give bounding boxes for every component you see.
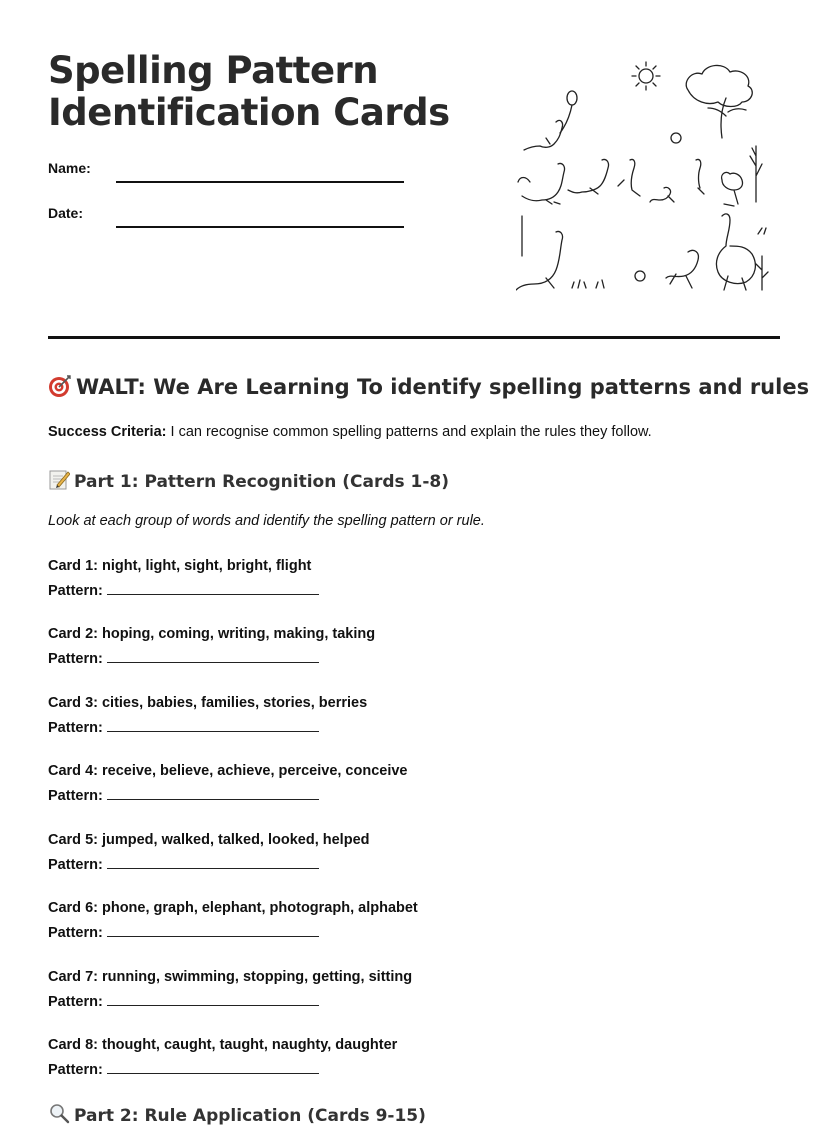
card-words: Card 6: phone, graph, elephant, photograph, alphabet (48, 900, 418, 916)
page-title (48, 50, 468, 134)
pattern-label: Pattern: (48, 651, 103, 667)
pattern-label: Pattern: (48, 925, 103, 941)
walt-text: WALT: We Are Learning To identify spelling patterns and rules (76, 375, 810, 399)
date-field (48, 205, 408, 235)
pattern-label: Pattern: (48, 994, 103, 1010)
success-criteria (48, 424, 780, 440)
criteria-label: Success Criteria: (48, 424, 167, 440)
date-label: Date: (48, 205, 84, 221)
pattern-answer-line[interactable] (107, 648, 319, 663)
card-words: Card 8: thought, caught, taught, naughty, daughter (48, 1037, 398, 1053)
tree-icon (686, 65, 752, 138)
kangaroo-row-icon (518, 159, 743, 206)
card-4 (48, 761, 780, 806)
plant-icon (756, 228, 768, 290)
pattern-answer-line[interactable] (107, 717, 319, 732)
ball-icon-2 (635, 271, 645, 281)
card-words: Card 7: running, swimming, stopping, getting, sitting (48, 969, 413, 985)
title-line-2: Identification Cards (48, 91, 450, 134)
part2-heading-text: Part 2: Rule Application (Cards 9-15) (74, 1106, 426, 1126)
walt-heading (48, 374, 810, 403)
name-line[interactable] (116, 181, 404, 183)
pattern-label: Pattern: (48, 720, 103, 736)
title-line-1: Spelling Pattern (48, 49, 379, 92)
grass-tree-icon (750, 146, 762, 202)
card-7 (48, 967, 780, 1012)
card-2 (48, 624, 780, 669)
kangaroo-tall-icon (516, 216, 563, 290)
sun-icon (632, 62, 660, 90)
pattern-answer-line[interactable] (107, 854, 319, 869)
card-words: Card 2: hoping, coming, writing, making, taking (48, 626, 376, 642)
name-label: Name: (48, 160, 91, 176)
wallaby-icon (666, 250, 698, 288)
part1-heading (48, 468, 780, 495)
pattern-label: Pattern: (48, 857, 103, 873)
pattern-answer-line[interactable] (107, 580, 319, 595)
grass-icon (572, 280, 604, 288)
card-6 (48, 898, 780, 943)
card-words: Card 1: night, light, sight, bright, flight (48, 558, 312, 574)
date-line[interactable] (116, 226, 404, 228)
card-3 (48, 693, 780, 738)
card-words: Card 3: cities, babies, families, stories, berries (48, 695, 368, 711)
header-divider (48, 336, 780, 339)
pattern-label: Pattern: (48, 1062, 103, 1078)
card-8 (48, 1035, 780, 1080)
criteria-text: I can recognise common spelling patterns and explain the rules they follow. (166, 424, 652, 440)
emu-icon (716, 214, 755, 290)
pattern-answer-line[interactable] (107, 922, 319, 937)
part1-instructions: Look at each group of words and identify the spelling pattern or rule. (48, 513, 485, 529)
card-words: Card 5: jumped, walked, talked, looked, helped (48, 832, 370, 848)
name-field (48, 160, 408, 190)
pattern-answer-line[interactable] (107, 991, 319, 1006)
australian-animals-illustration (516, 56, 772, 296)
magnifier-icon (48, 1102, 74, 1129)
card-words: Card 4: receive, believe, achieve, perceive, conceive (48, 763, 408, 779)
part2-heading (48, 1102, 780, 1129)
card-5 (48, 830, 780, 875)
target-icon (48, 374, 76, 403)
pattern-label: Pattern: (48, 583, 103, 599)
ball-icon (671, 133, 681, 143)
part1-heading-text: Part 1: Pattern Recognition (Cards 1-8) (74, 472, 450, 492)
pattern-label: Pattern: (48, 788, 103, 804)
pattern-answer-line[interactable] (107, 1059, 319, 1074)
card-1 (48, 556, 780, 601)
memo-icon (48, 468, 74, 495)
pattern-answer-line[interactable] (107, 785, 319, 800)
balloon-kangaroo-icon (524, 91, 577, 150)
